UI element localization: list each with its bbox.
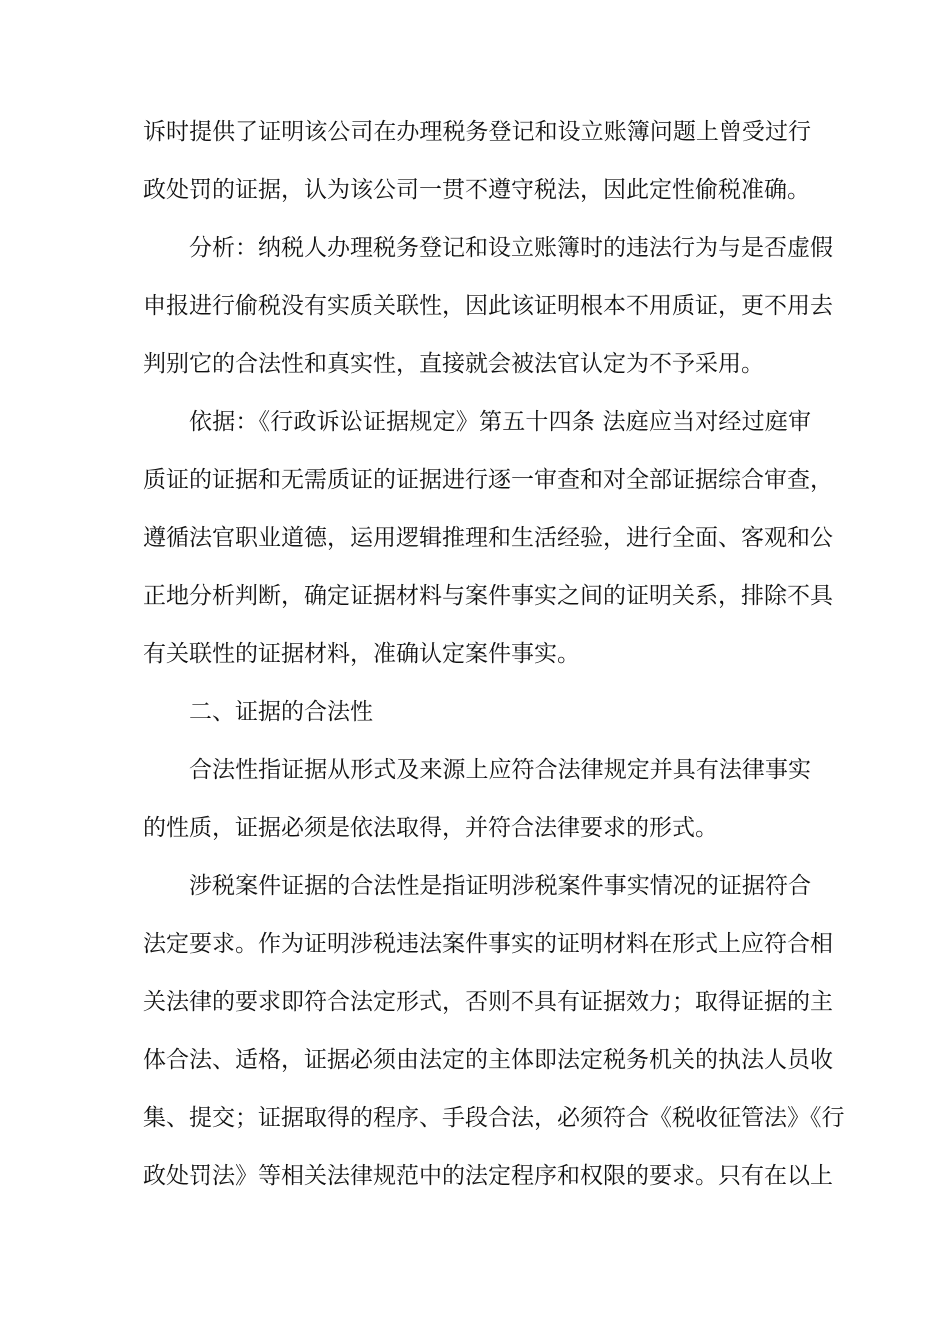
text-line: 关法律的要求即符合法定形式，否则不具有证据效力；取得证据的主 [143, 989, 833, 1015]
text-line: 二、证据的合法性 [189, 699, 373, 725]
text-line: 体合法、适格，证据必须由法定的主体即法定税务机关的执法人员收 [143, 1047, 833, 1073]
text-line: 申报进行偷税没有实质关联性，因此该证明根本不用质证，更不用去 [143, 293, 833, 319]
text-line: 正地分析判断，确定证据材料与案件事实之间的证明关系，排除不具 [143, 583, 833, 609]
text-line: 分析：纳税人办理税务登记和设立账簿时的违法行为与是否虚假 [189, 235, 833, 261]
text-line: 依据：《行政诉讼证据规定》第五十四条 法庭应当对经过庭审 [189, 409, 811, 435]
text-line: 的性质，证据必须是依法取得，并符合法律要求的形式。 [143, 815, 718, 841]
text-line: 质证的证据和无需质证的证据进行逐一审查和对全部证据综合审查， [143, 467, 833, 493]
text-line: 诉时提供了证明该公司在办理税务登记和设立账簿问题上曾受过行 [143, 119, 811, 145]
text-line: 判别它的合法性和真实性，直接就会被法官认定为不予采用。 [143, 351, 764, 377]
text-line: 遵循法官职业道德，运用逻辑推理和生活经验，进行全面、客观和公 [143, 525, 833, 551]
text-line: 合法性指证据从形式及来源上应符合法律规定并具有法律事实 [189, 757, 811, 783]
text-line: 有关联性的证据材料，准确认定案件事实。 [143, 641, 580, 667]
text-line: 政处罚的证据，认为该公司一贯不遵守税法，因此定性偷税准确。 [143, 177, 810, 203]
document-body [143, 103, 845, 1205]
text-line: 政处罚法》等相关法律规范中的法定程序和权限的要求。只有在以上 [143, 1163, 833, 1189]
text-line: 涉税案件证据的合法性是指证明涉税案件事实情况的证据符合 [189, 873, 811, 899]
text-line: 集、提交；证据取得的程序、手段合法，必须符合《税收征管法》《行 [143, 1105, 845, 1131]
text-line: 法定要求。作为证明涉税违法案件事实的证明材料在形式上应符合相 [143, 931, 833, 957]
